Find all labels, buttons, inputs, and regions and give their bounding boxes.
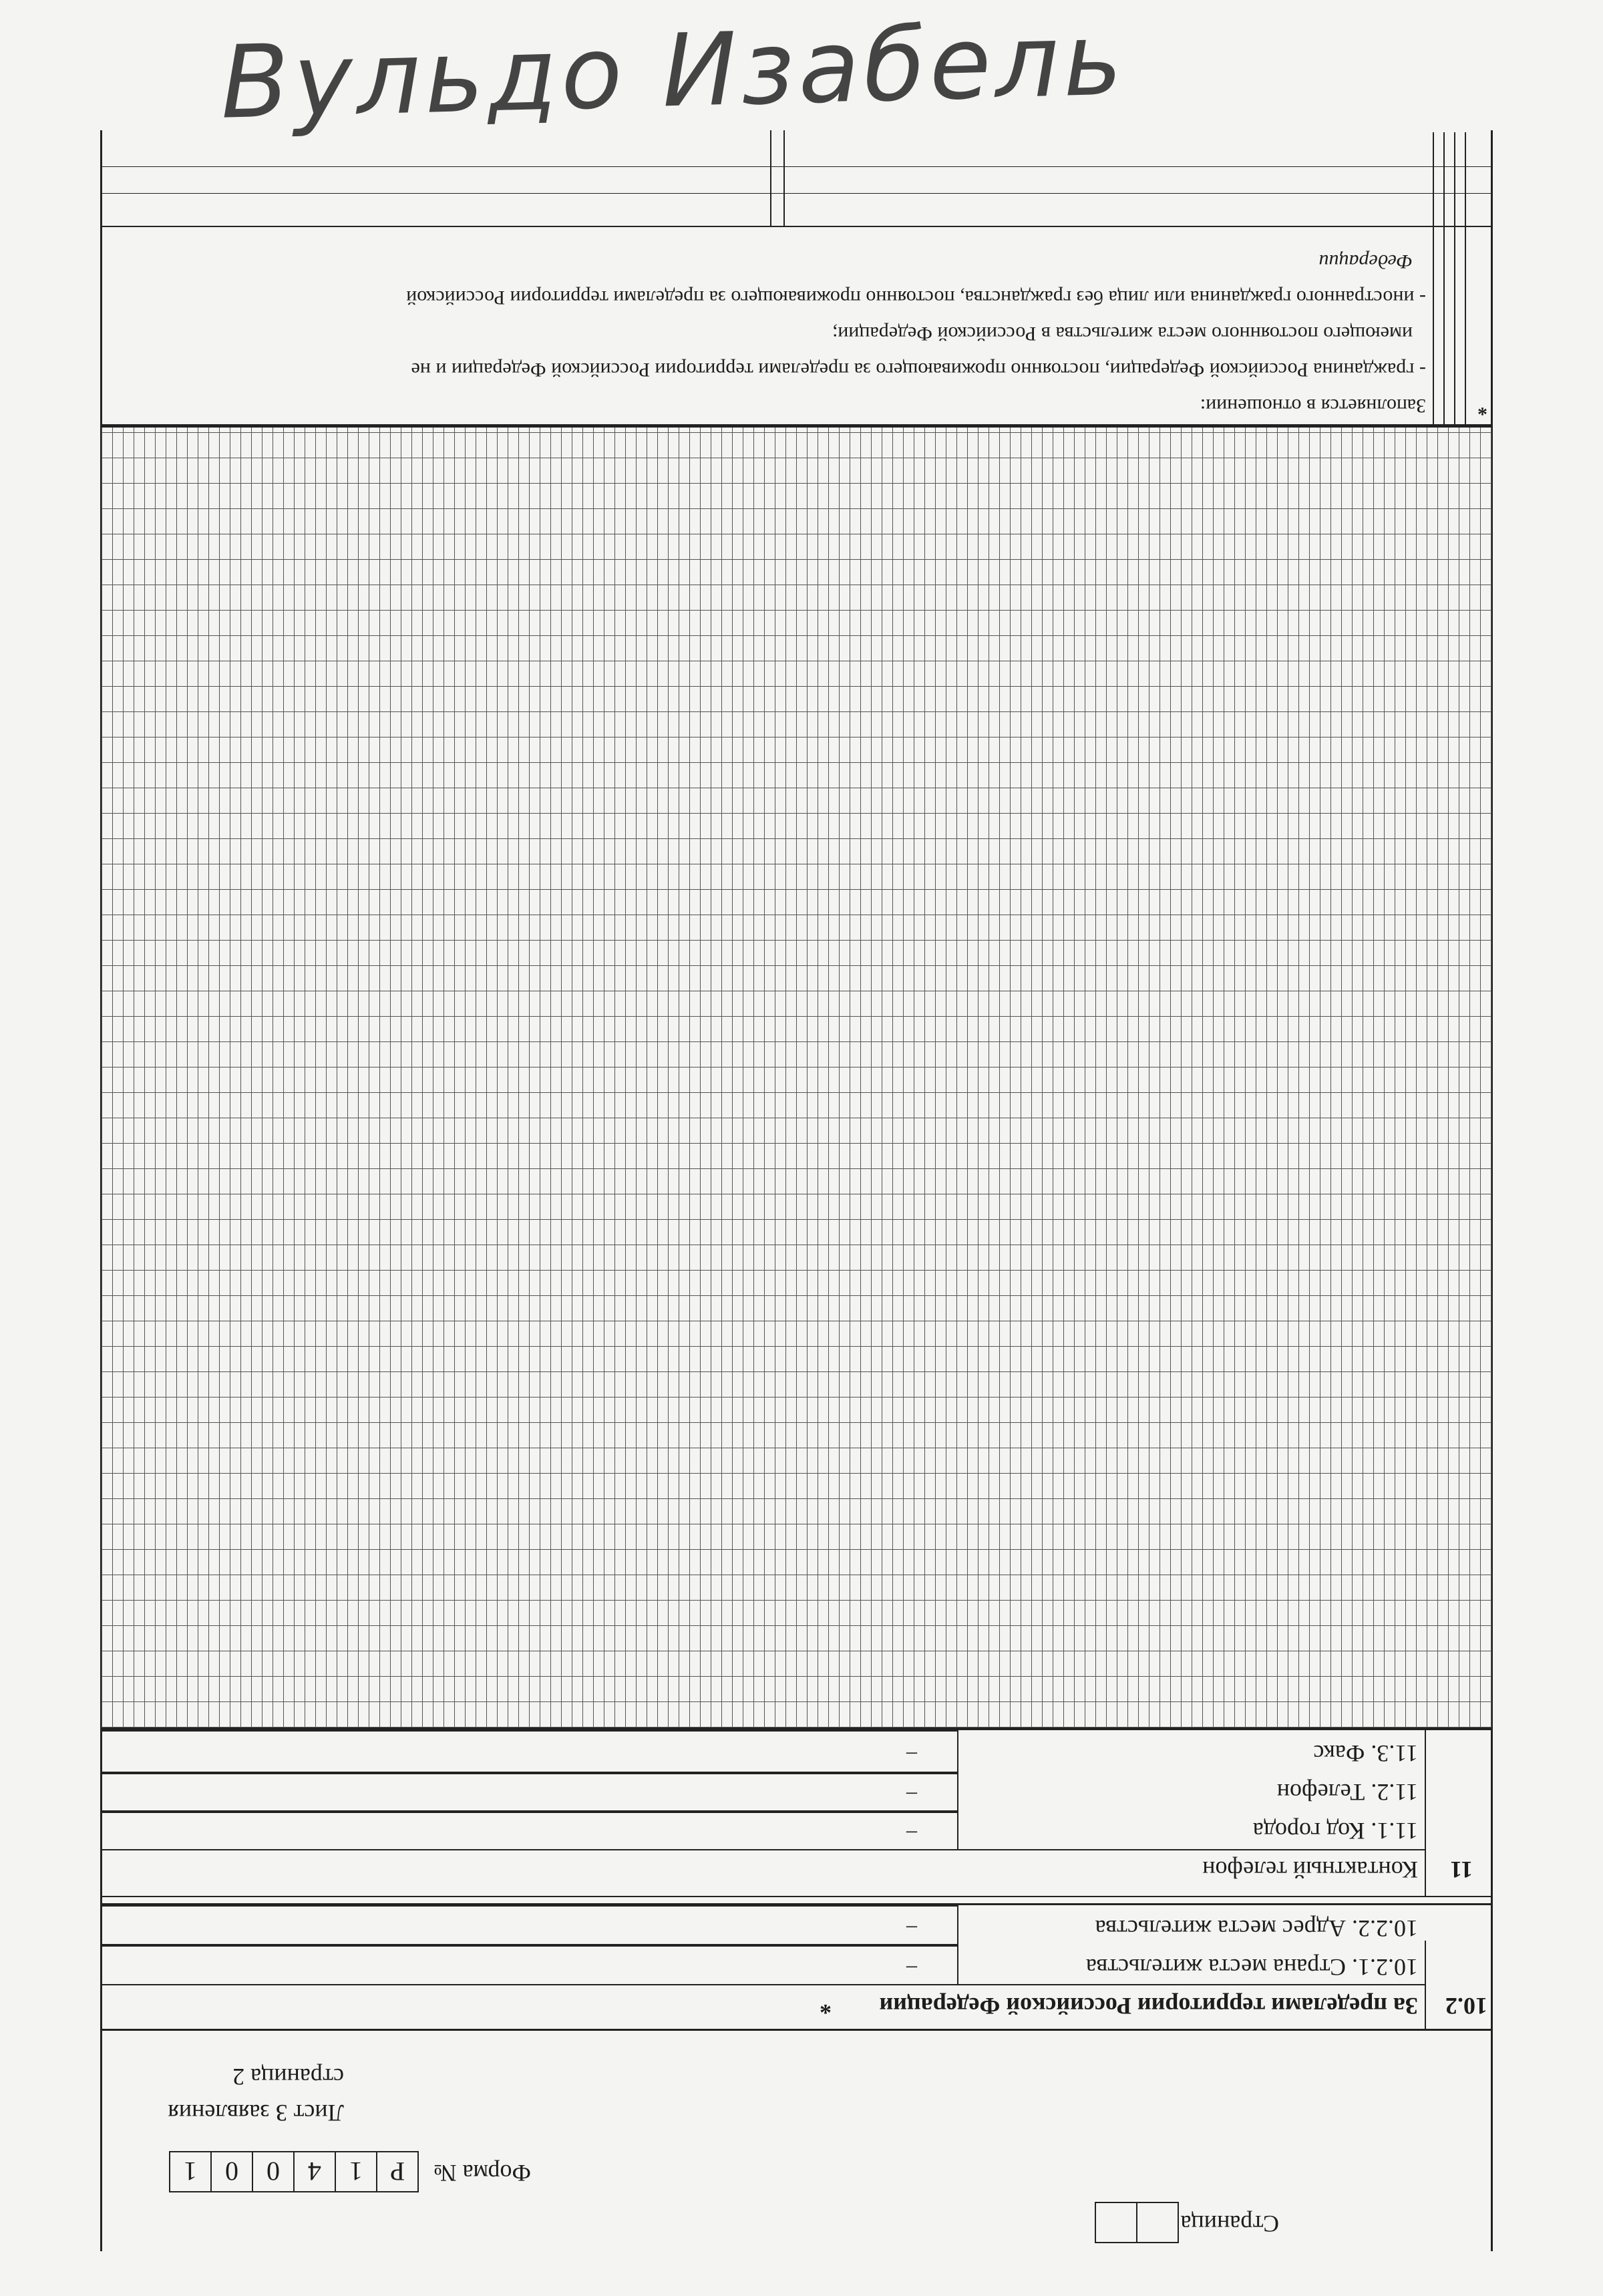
footnote-margin-line [1433, 132, 1434, 426]
bottom-row-line [100, 166, 1493, 167]
form-number-cell: 1 [169, 2151, 212, 2192]
page-number-cells[interactable] [1095, 2202, 1178, 2243]
country-dash: – [906, 1957, 917, 1981]
field-11-2-label: 11.2. Телефон [1276, 1779, 1418, 1806]
footnote-margin-line [1454, 132, 1455, 426]
form-number-cell: 4 [293, 2151, 336, 2192]
footnote-line-1: Заполняется в отношении: [1200, 395, 1426, 417]
phone-input[interactable] [100, 1773, 958, 1812]
footnote-line-3: имеющего постоянного места жительства в Российской Федерации; [832, 323, 1413, 345]
bottom-divider [100, 226, 1493, 227]
form-sheet [100, 130, 1493, 2251]
country-of-residence-input[interactable] [100, 1945, 958, 1985]
footnote-margin-line [1443, 132, 1445, 426]
bottom-row-line [100, 193, 1493, 194]
footnote-line-2: - гражданина Российской Федерации, постоянно проживающего за пределами территории Российской Федерации и не [411, 359, 1426, 381]
bottom-column-line [783, 130, 785, 227]
page-cell[interactable] [1136, 2202, 1179, 2243]
form-number-cell: Р [376, 2151, 419, 2192]
section-10-2-asterisk: * [820, 1993, 832, 2019]
form-number-cell: 1 [335, 2151, 377, 2192]
sheet-page-label: страница 2 [232, 2064, 344, 2090]
section-10-2-title: За пределами территории Российской Федерации [879, 1993, 1418, 2019]
page-label: Страница [1180, 2210, 1279, 2237]
city-code-input[interactable] [100, 1812, 958, 1850]
field-11-1-label: 11.1. Код города [1252, 1818, 1418, 1844]
sheet-label: Лист З заявления [168, 2100, 344, 2126]
form-number-cell: 0 [210, 2151, 253, 2192]
phone-dash: – [906, 1784, 917, 1808]
section-10-2-divider [1425, 1941, 1426, 2031]
field-10-2-1-label: 10.2.1. Страна места жительства [1085, 1954, 1418, 1981]
footnote-line-4: - иностранного гражданина или лица без гражданства, постоянно проживающего за пределами территории Российской [406, 287, 1426, 309]
field-10-2-2-label: 10.2.2. Адрес места жительства [1095, 1915, 1418, 1942]
empty-cell-grid[interactable] [100, 426, 1493, 1729]
residence-address-input[interactable] [100, 1905, 958, 1945]
section-11-number: 11 [1449, 1856, 1473, 1883]
header-divider [100, 2029, 1493, 2031]
field-11-3-label: 11.3. Факс [1313, 1740, 1418, 1767]
section-divider [100, 1903, 1493, 1905]
section-divider-double [100, 1896, 1493, 1897]
form-number-cells [169, 2151, 417, 2192]
grid-bottom-divider [100, 424, 1493, 426]
bottom-column-line [770, 130, 771, 227]
footnote-margin-line [1465, 132, 1466, 426]
fax-dash: – [906, 1744, 917, 1768]
section-10-2-number: 10.2 [1445, 1993, 1487, 2019]
city-code-dash: – [906, 1822, 917, 1846]
form-number-label: Форма № [433, 2160, 531, 2186]
fax-input[interactable] [100, 1730, 958, 1773]
form-number-cell: 0 [252, 2151, 295, 2192]
address-dash: – [906, 1917, 917, 1941]
footnote-line-5: Федерации [1318, 251, 1413, 273]
handwritten-signature: Вульдо Изабель [218, 1, 1128, 142]
section-11-divider [1425, 1730, 1426, 1897]
section-11-title: Контактный телефон [1202, 1856, 1418, 1883]
page-cell[interactable] [1095, 2202, 1137, 2243]
footnote-star: * [1477, 397, 1487, 420]
